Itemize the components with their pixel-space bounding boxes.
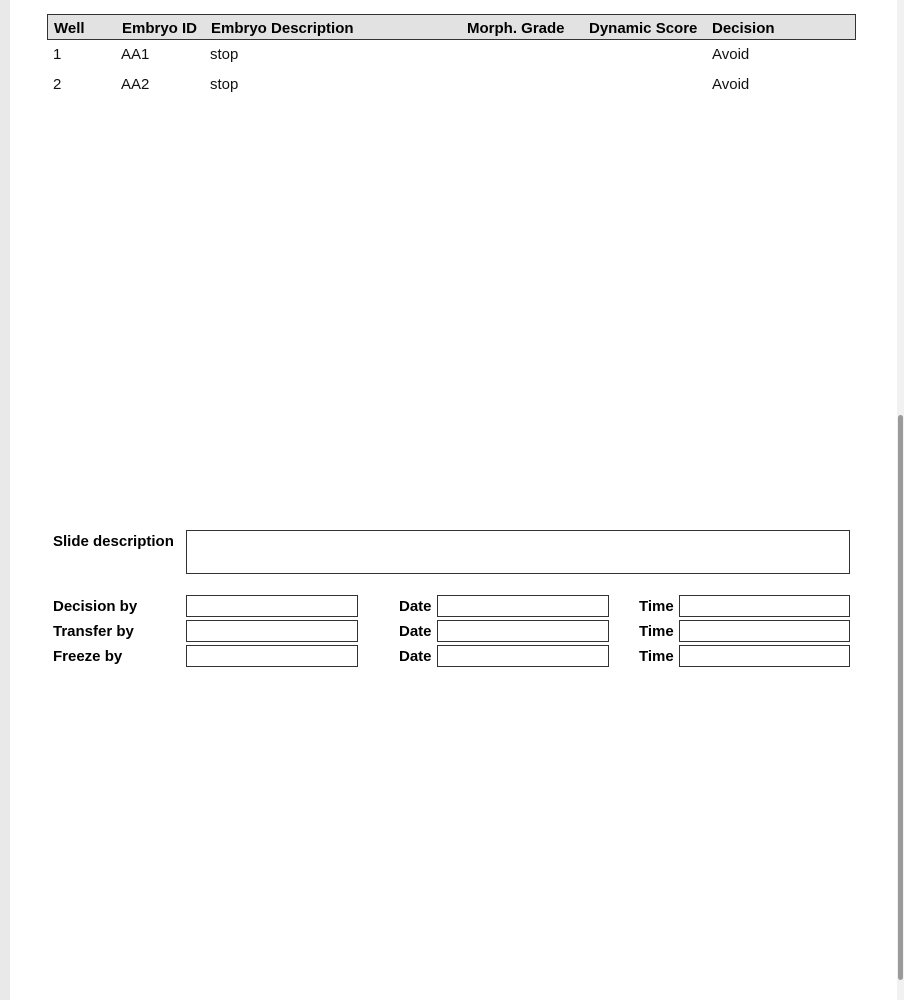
cell-well: 2 — [53, 76, 62, 93]
transfer-date-label: Date — [399, 623, 432, 640]
freeze-by-label: Freeze by — [53, 648, 123, 665]
freeze-time-label: Time — [639, 648, 674, 665]
transfer-date-field[interactable] — [437, 620, 609, 642]
cell-embryo-description: stop — [210, 76, 239, 93]
cell-embryo-id: AA1 — [121, 46, 150, 63]
scrollbar-thumb[interactable] — [898, 415, 903, 980]
col-header-well: Well — [54, 20, 85, 37]
freeze-by-field[interactable] — [186, 645, 358, 667]
decision-date-field[interactable] — [437, 595, 609, 617]
freeze-date-label: Date — [399, 648, 432, 665]
transfer-by-label: Transfer by — [53, 623, 134, 640]
cell-embryo-description: stop — [210, 46, 239, 63]
scrollbar-track[interactable] — [897, 0, 904, 1000]
slide-description-label: Slide description — [53, 533, 174, 550]
cell-embryo-id: AA2 — [121, 76, 150, 93]
freeze-date-field[interactable] — [437, 645, 609, 667]
decision-by-label: Decision by — [53, 598, 138, 615]
col-header-morph-grade: Morph. Grade — [467, 20, 565, 37]
freeze-time-field[interactable] — [679, 645, 850, 667]
cell-decision: Avoid — [712, 46, 750, 63]
decision-by-field[interactable] — [186, 595, 358, 617]
col-header-embryo-id: Embryo ID — [122, 20, 198, 37]
col-header-embryo-description: Embryo Description — [211, 20, 354, 37]
cell-decision: Avoid — [712, 76, 750, 93]
document-page — [10, 0, 897, 1000]
col-header-decision: Decision — [712, 20, 775, 37]
decision-date-label: Date — [399, 598, 432, 615]
cell-well: 1 — [53, 46, 62, 63]
decision-time-field[interactable] — [679, 595, 850, 617]
transfer-time-field[interactable] — [679, 620, 850, 642]
transfer-by-field[interactable] — [186, 620, 358, 642]
transfer-time-label: Time — [639, 623, 674, 640]
col-header-dynamic-score: Dynamic Score — [589, 20, 698, 37]
slide-description-field[interactable] — [186, 530, 850, 574]
decision-time-label: Time — [639, 598, 674, 615]
table-header — [47, 14, 856, 40]
